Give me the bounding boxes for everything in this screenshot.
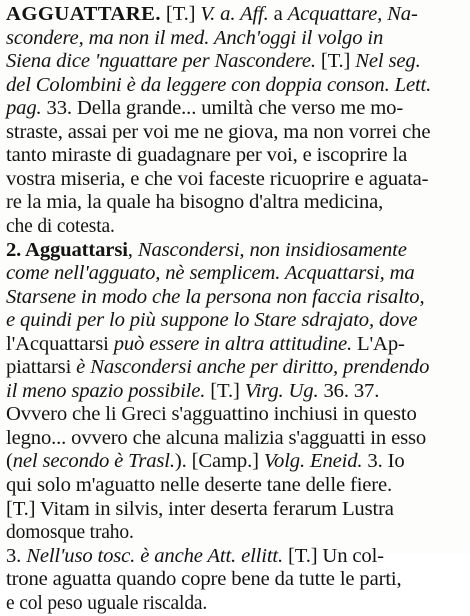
- text-run: Lett.: [394, 74, 432, 96]
- text-run: Siena dice 'nguattare per Nascondere.: [6, 51, 316, 73]
- text-run: vostra miseria, e che voi faceste ricuoprire e aguata-: [6, 168, 429, 190]
- text-run: pag.: [6, 98, 42, 120]
- text-run: Acquattare, Na-: [287, 4, 418, 25]
- text-run: [T.] Un col-: [283, 545, 384, 567]
- text-run: l'Acquattarsi: [6, 333, 114, 355]
- text-run: Volg. Eneid.: [263, 451, 363, 473]
- text-run: è Nascondersi anche per diritto, prendendo: [76, 357, 430, 379]
- text-run: piattarsi: [6, 357, 77, 379]
- text-line: [6, 498, 394, 522]
- text-run: re la mia, la quale ha bisogno d'altra medicina,: [6, 192, 384, 214]
- text-line: [6, 121, 430, 145]
- text-run: a: [268, 4, 288, 25]
- text-line: [6, 403, 417, 427]
- text-run: [T.]: [315, 51, 356, 73]
- text-run: può essere in altra attitudine.: [113, 333, 353, 355]
- text-run: Nell'uso tosc. è anche Att. ellitt.: [26, 545, 284, 567]
- text-line: [6, 309, 417, 333]
- text-run: [T.]: [205, 380, 245, 402]
- text-run: Nel seg.: [355, 51, 421, 73]
- text-run: AGGUATTARE.: [6, 4, 161, 25]
- text-line: [6, 521, 134, 545]
- text-run: nel secondo è Trasl.: [12, 451, 175, 473]
- text-run: [T.]: [160, 4, 201, 25]
- text-run: 2. Agguattarsi: [6, 239, 128, 261]
- text-line: [6, 168, 428, 192]
- text-run: come nell'agguato, nè semplicem. Acquattarsi, ma: [6, 263, 415, 285]
- text-line: [6, 3, 418, 27]
- text-run: il meno spazio possibile.: [6, 380, 206, 402]
- text-line: [6, 262, 415, 286]
- text-run: che di cotesta.: [6, 216, 115, 237]
- text-run: 36. 37.: [318, 380, 380, 402]
- text-run: 3. Io: [362, 451, 405, 473]
- text-line: [6, 380, 379, 404]
- text-line: [6, 568, 402, 592]
- text-line: [6, 215, 115, 239]
- text-line: [6, 356, 429, 380]
- text-line: [6, 74, 431, 98]
- text-line: [6, 50, 421, 74]
- text-run: Nascondersi, non insidiosamente: [137, 239, 407, 261]
- text-run: qui solo m'aguatto nelle deserte tane delle fiere.: [6, 475, 393, 496]
- text-run: Starsene in modo che la persona non faccia risalto,: [6, 286, 425, 308]
- text-run: legno... ovvero che alcuna malizia s'agguatti in esso: [6, 427, 427, 449]
- text-run: trone aguatta quando copre bene da tutte le parti,: [6, 569, 402, 591]
- text-run: del Colombini è da leggere con doppia conson.: [6, 74, 390, 96]
- text-line: [6, 427, 426, 451]
- text-run: ,: [127, 239, 138, 261]
- text-line: [6, 27, 383, 51]
- text-line: [6, 474, 392, 498]
- text-line: [6, 450, 405, 474]
- text-line: [6, 592, 207, 616]
- text-run: e quindi per lo più suppone lo Stare sdrajato, dove: [6, 310, 418, 332]
- text-run: (: [6, 451, 13, 473]
- text-run: e col peso uguale riscalda.: [6, 592, 208, 614]
- text-run: scondere, ma non il med. Anch'oggi il volgo in: [6, 27, 384, 49]
- text-run: Virg. Ug.: [244, 380, 319, 402]
- text-line: [6, 545, 384, 569]
- text-run: [T.] Vitam in silvis, inter deserta ferarum Lustra: [6, 498, 394, 520]
- text-line: [6, 97, 403, 121]
- text-run: Ovvero che li Greci s'agguattino inchiusi in questo: [6, 404, 417, 426]
- text-run: 3.: [6, 545, 27, 567]
- text-line: [6, 333, 405, 357]
- text-line: [6, 191, 383, 215]
- text-run: V. a. Aff.: [200, 4, 269, 25]
- text-run: 33. Della grande... umiltà che verso me mo-: [41, 98, 404, 120]
- text-run: straste, assai per voi me ne giova, ma non vorrei che: [6, 121, 431, 143]
- text-run: ). [Camp.]: [174, 451, 264, 473]
- text-run: tanto miraste di guadagnare per voi, e iscoprire la: [6, 145, 408, 167]
- text-line: [6, 144, 407, 168]
- text-line: [6, 286, 424, 310]
- text-line: [6, 239, 407, 263]
- text-run: domosque traho.: [6, 522, 134, 544]
- text-run: L'Ap-: [352, 333, 405, 355]
